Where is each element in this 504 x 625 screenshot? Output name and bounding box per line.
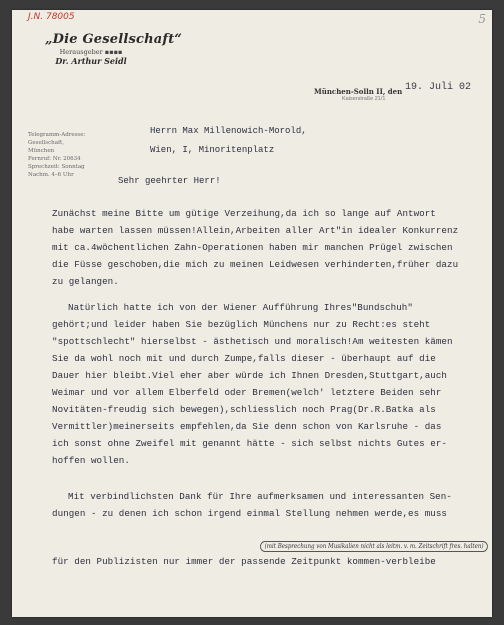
telegram-line: Gesellschaft, München bbox=[28, 140, 64, 154]
archive-reference: J.N. 78005 bbox=[28, 12, 75, 22]
telegram-line: Fernruf: Nr. 20634 bbox=[28, 156, 81, 162]
body-line: zu gelangen. bbox=[52, 276, 119, 287]
recipient-address: Wien, I, Minoritenplatz bbox=[150, 145, 275, 155]
handwritten-note: (mit Besprechung von Musikalien nicht als leitm. v. m. Zeitschrift fres. halten) bbox=[260, 541, 488, 552]
letter-date: 19. Juli 02 bbox=[405, 82, 472, 93]
body-line: dungen - zu denen ich schon irgend einmal Stellung nehmen werde,es muss bbox=[52, 508, 448, 519]
body-line: Novitäten-freudig sich bewegen),schliesslich noch Prag(Dr.R.Batka als bbox=[52, 404, 436, 415]
letterhead-name: „Die Gesellschaft“ bbox=[45, 32, 183, 47]
telegram-info bbox=[28, 131, 88, 179]
body-line: Zunächst meine Bitte um gütige Verzeihung,da ich so lange auf Antwort bbox=[52, 208, 436, 219]
telegram-line: Sprechzeit: Sonntag bbox=[28, 164, 85, 170]
body-line: ich sonst ohne Zweifel mit genannt hätte - sich selbst nichts Gutes er- bbox=[52, 438, 448, 449]
body-line: hoffen wollen. bbox=[52, 455, 130, 466]
recipient-name: Herrn Max Millenowich-Morold, bbox=[150, 126, 307, 136]
letterhead-sub: Herausgeber ▪▪▪▪ bbox=[59, 48, 123, 56]
letterhead bbox=[45, 32, 183, 66]
body-line: die Füsse geschoben,die mich zu meinen Leidwesen verhinderten,früher dazu bbox=[52, 259, 459, 270]
body-line: Vermittler)meinerseits empfehlen,da Sie denn schon von Karlsruhe - das bbox=[52, 421, 442, 432]
telegram-line: Telegramm-Adresse: bbox=[28, 132, 86, 138]
body-line: Sie da wohl noch mit und durch Zumpe,falls dieser - überhaupt auf die bbox=[52, 353, 436, 364]
salutation: Sehr geehrter Herr! bbox=[118, 176, 221, 186]
body-line: mit ca.4wöchentlichen Zahn-Operationen haben mir manchen Prügel zwischen bbox=[52, 242, 453, 253]
letter-place: München-Solln II, den bbox=[314, 87, 403, 96]
letter-page bbox=[12, 10, 492, 617]
letterhead-editor: Dr. Arthur Seidl bbox=[55, 56, 127, 66]
body-line: Dauer hier bleibt.Viel eher aber würde ich Ihnen Dresden,Stuttgart,auch bbox=[52, 370, 448, 381]
letter-street: Kaiserstraße 21/1 bbox=[342, 96, 386, 102]
body-line: habe warten lassen müssen!Allein,Arbeiten aller Art"in idealer Konkurrenz bbox=[52, 225, 459, 236]
body-line: "spottschlecht" hierselbst - ästhetisch und moralisch!Am weitesten kämen bbox=[52, 336, 453, 347]
body-line: für den Publizisten nur immer der passende Zeitpunkt kommen-verbleibe bbox=[52, 556, 436, 567]
body-line: Natürlich hatte ich von der Wiener Aufführung Ihres"Bundschuh" bbox=[68, 302, 413, 313]
page-number: 5 bbox=[478, 12, 486, 26]
body-line: Mit verbindlichsten Dank für Ihre aufmerksamen und interessanten Sen- bbox=[68, 491, 452, 502]
body-line: Weimar und vor allem Elberfeld oder Bremen(welch' letztere Beiden sehr bbox=[52, 387, 442, 398]
body-line: gehört;und leider haben Sie bezüglich Münchens nur zu Recht:es steht bbox=[52, 319, 431, 330]
telegram-line: Nachm. 4–6 Uhr bbox=[28, 172, 74, 178]
